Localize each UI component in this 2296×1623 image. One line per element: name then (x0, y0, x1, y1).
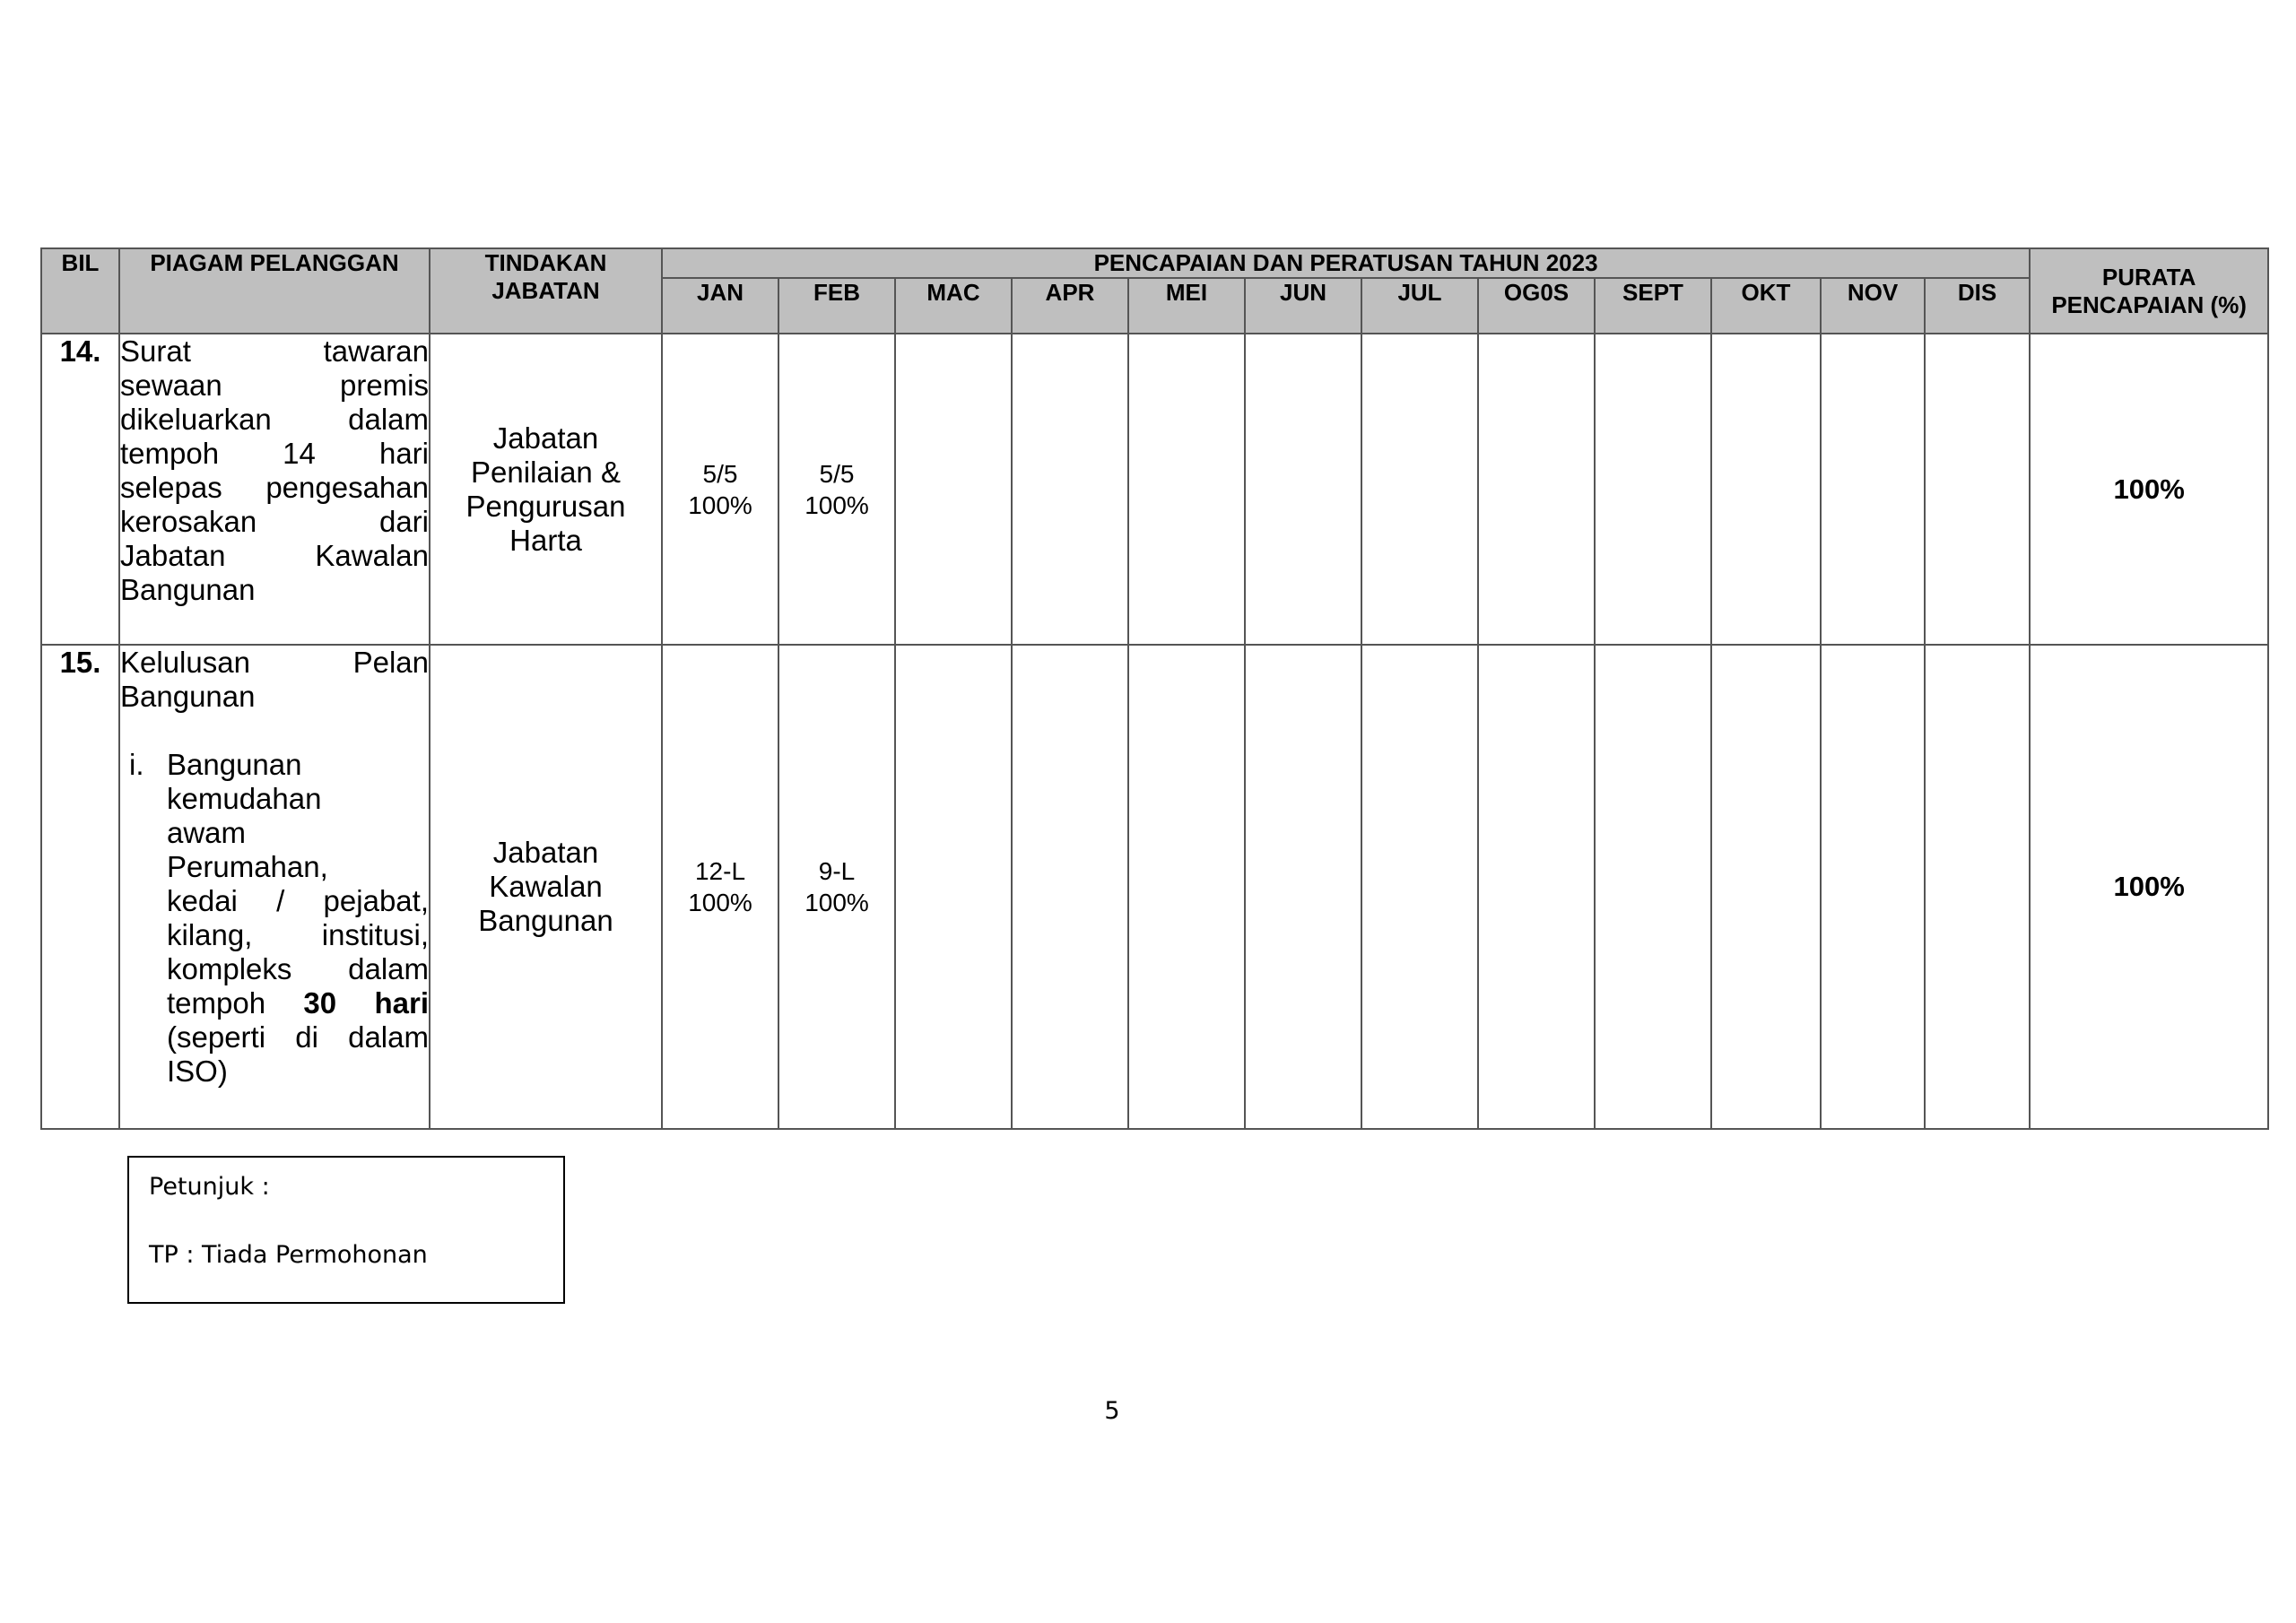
row-14-mei (1128, 334, 1245, 645)
header-piagam-pelanggan: PIAGAM PELANGGAN (119, 248, 430, 334)
header-month-jul: JUL (1361, 278, 1478, 334)
piagam-line: Bangunan (120, 680, 256, 713)
row-15-apr (1012, 645, 1128, 1129)
legend-box (127, 1156, 565, 1304)
row-14-piagam (119, 334, 430, 645)
header-purata-line-1: PURATA (2101, 263, 2196, 291)
sub-line: (seperti di dalam (167, 1020, 429, 1054)
row-14-mac (895, 334, 1012, 645)
row-14-dis (1925, 334, 2030, 645)
row-14-jun (1245, 334, 1361, 645)
row-14-tindakan (430, 334, 662, 645)
header-pencapaian: PENCAPAIAN DAN PERATUSAN TAHUN 2023 (662, 248, 2030, 278)
sub-line: awam (167, 816, 247, 849)
row-14-jan (662, 334, 778, 645)
header-month-mac: MAC (895, 278, 1012, 334)
sub-line: Bangunan (167, 748, 302, 781)
piagam-line: Bangunan (120, 573, 256, 606)
tindakan-line: Harta (509, 523, 582, 557)
header-month-nov: NOV (1821, 278, 1925, 334)
row-15-tindakan (430, 645, 662, 1129)
legend-title: Petunjuk : (149, 1173, 270, 1201)
tindakan-line: Kawalan (489, 870, 603, 903)
header-bil: BIL (41, 248, 119, 334)
sub-line: kedai / pejabat, (167, 884, 429, 917)
row-15-mei (1128, 645, 1245, 1129)
row-14-ogos (1478, 334, 1595, 645)
list-item (120, 748, 429, 1089)
row-15-okt (1711, 645, 1821, 1129)
header-month-sept: SEPT (1595, 278, 1711, 334)
tindakan-line: Pengurusan (465, 489, 626, 523)
row-14-apr (1012, 334, 1128, 645)
tindakan-line: Jabatan (492, 836, 599, 869)
header-month-okt: OKT (1711, 278, 1821, 334)
piagam-line: Surat tawaran (120, 334, 429, 368)
row-15-jan (662, 645, 778, 1129)
row-14-jul (1361, 334, 1478, 645)
row-15-dis (1925, 645, 2030, 1129)
sub-line: kemudahan (167, 782, 322, 815)
jan-count: 12-L (694, 857, 746, 885)
header-month-dis: DIS (1925, 278, 2030, 334)
piagam-line: Jabatan Kawalan (120, 539, 429, 572)
piagam-line: selepas pengesahan (120, 471, 429, 504)
sub-line: kompleks dalam (167, 952, 429, 985)
tindakan-line: Penilaian & (471, 455, 621, 489)
header-month-mei: MEI (1128, 278, 1245, 334)
sub-line: kilang, institusi, (167, 918, 429, 951)
feb-percent: 100% (804, 889, 869, 916)
row-14-sept (1595, 334, 1711, 645)
row-15-jun (1245, 645, 1361, 1129)
header-tindakan-jabatan (430, 248, 662, 334)
row-14-okt (1711, 334, 1821, 645)
header-tindakan-line-2: JABATAN (491, 277, 600, 304)
table-row (41, 645, 2268, 1129)
tindakan-line: Bangunan (478, 904, 613, 937)
pencapaian-table (40, 247, 2269, 1130)
row-15-bil: 15. (41, 645, 119, 1129)
header-purata-line-2: PENCAPAIAN (%) (2051, 291, 2247, 318)
tindakan-line: Jabatan (492, 421, 599, 455)
table-row (41, 334, 2268, 645)
header-month-apr: APR (1012, 278, 1128, 334)
row-14-feb (778, 334, 895, 645)
jan-percent: 100% (688, 889, 752, 916)
feb-percent: 100% (804, 490, 869, 519)
header-purata-pencapaian (2030, 248, 2268, 334)
feb-count: 9-L (818, 857, 856, 885)
row-15-feb (778, 645, 895, 1129)
piagam-line: tempoh 14 hari (120, 437, 429, 470)
header-month-feb: FEB (778, 278, 895, 334)
row-15-ogos (1478, 645, 1595, 1129)
sub-item-number: i. (129, 748, 144, 781)
page-number: 5 (1104, 1397, 1120, 1425)
legend-item: TP : Tiada Permohonan (149, 1241, 428, 1269)
sub-line-tempoh (167, 986, 429, 1020)
sub-line: ISO) (167, 1055, 228, 1088)
jan-count: 5/5 (702, 459, 738, 488)
row-15-mac (895, 645, 1012, 1129)
row-15-purata: 100% (2030, 645, 2268, 1129)
row-14-nov (1821, 334, 1925, 645)
piagam-line: kerosakan dari (120, 505, 429, 538)
row-15-nov (1821, 645, 1925, 1129)
row-14-purata: 100% (2030, 334, 2268, 645)
piagam-line: sewaan premis (120, 369, 429, 402)
tempoh-days: 30 hari (303, 986, 429, 1020)
piagam-sub-list (120, 748, 429, 1089)
header-month-jan: JAN (662, 278, 778, 334)
header-month-ogos: OG0S (1478, 278, 1595, 334)
row-15-jul (1361, 645, 1478, 1129)
feb-count: 5/5 (819, 459, 855, 488)
piagam-line: dikeluarkan dalam (120, 403, 429, 436)
jan-percent: 100% (688, 490, 752, 519)
header-month-jun: JUN (1245, 278, 1361, 334)
piagam-line: Kelulusan Pelan (120, 646, 429, 679)
row-14-bil: 14. (41, 334, 119, 645)
row-15-piagam (119, 645, 430, 1129)
row-15-sept (1595, 645, 1711, 1129)
tempoh-word: tempoh (167, 986, 266, 1020)
header-tindakan-line-1: TINDAKAN (484, 249, 607, 276)
sub-line: Perumahan, (167, 850, 328, 883)
